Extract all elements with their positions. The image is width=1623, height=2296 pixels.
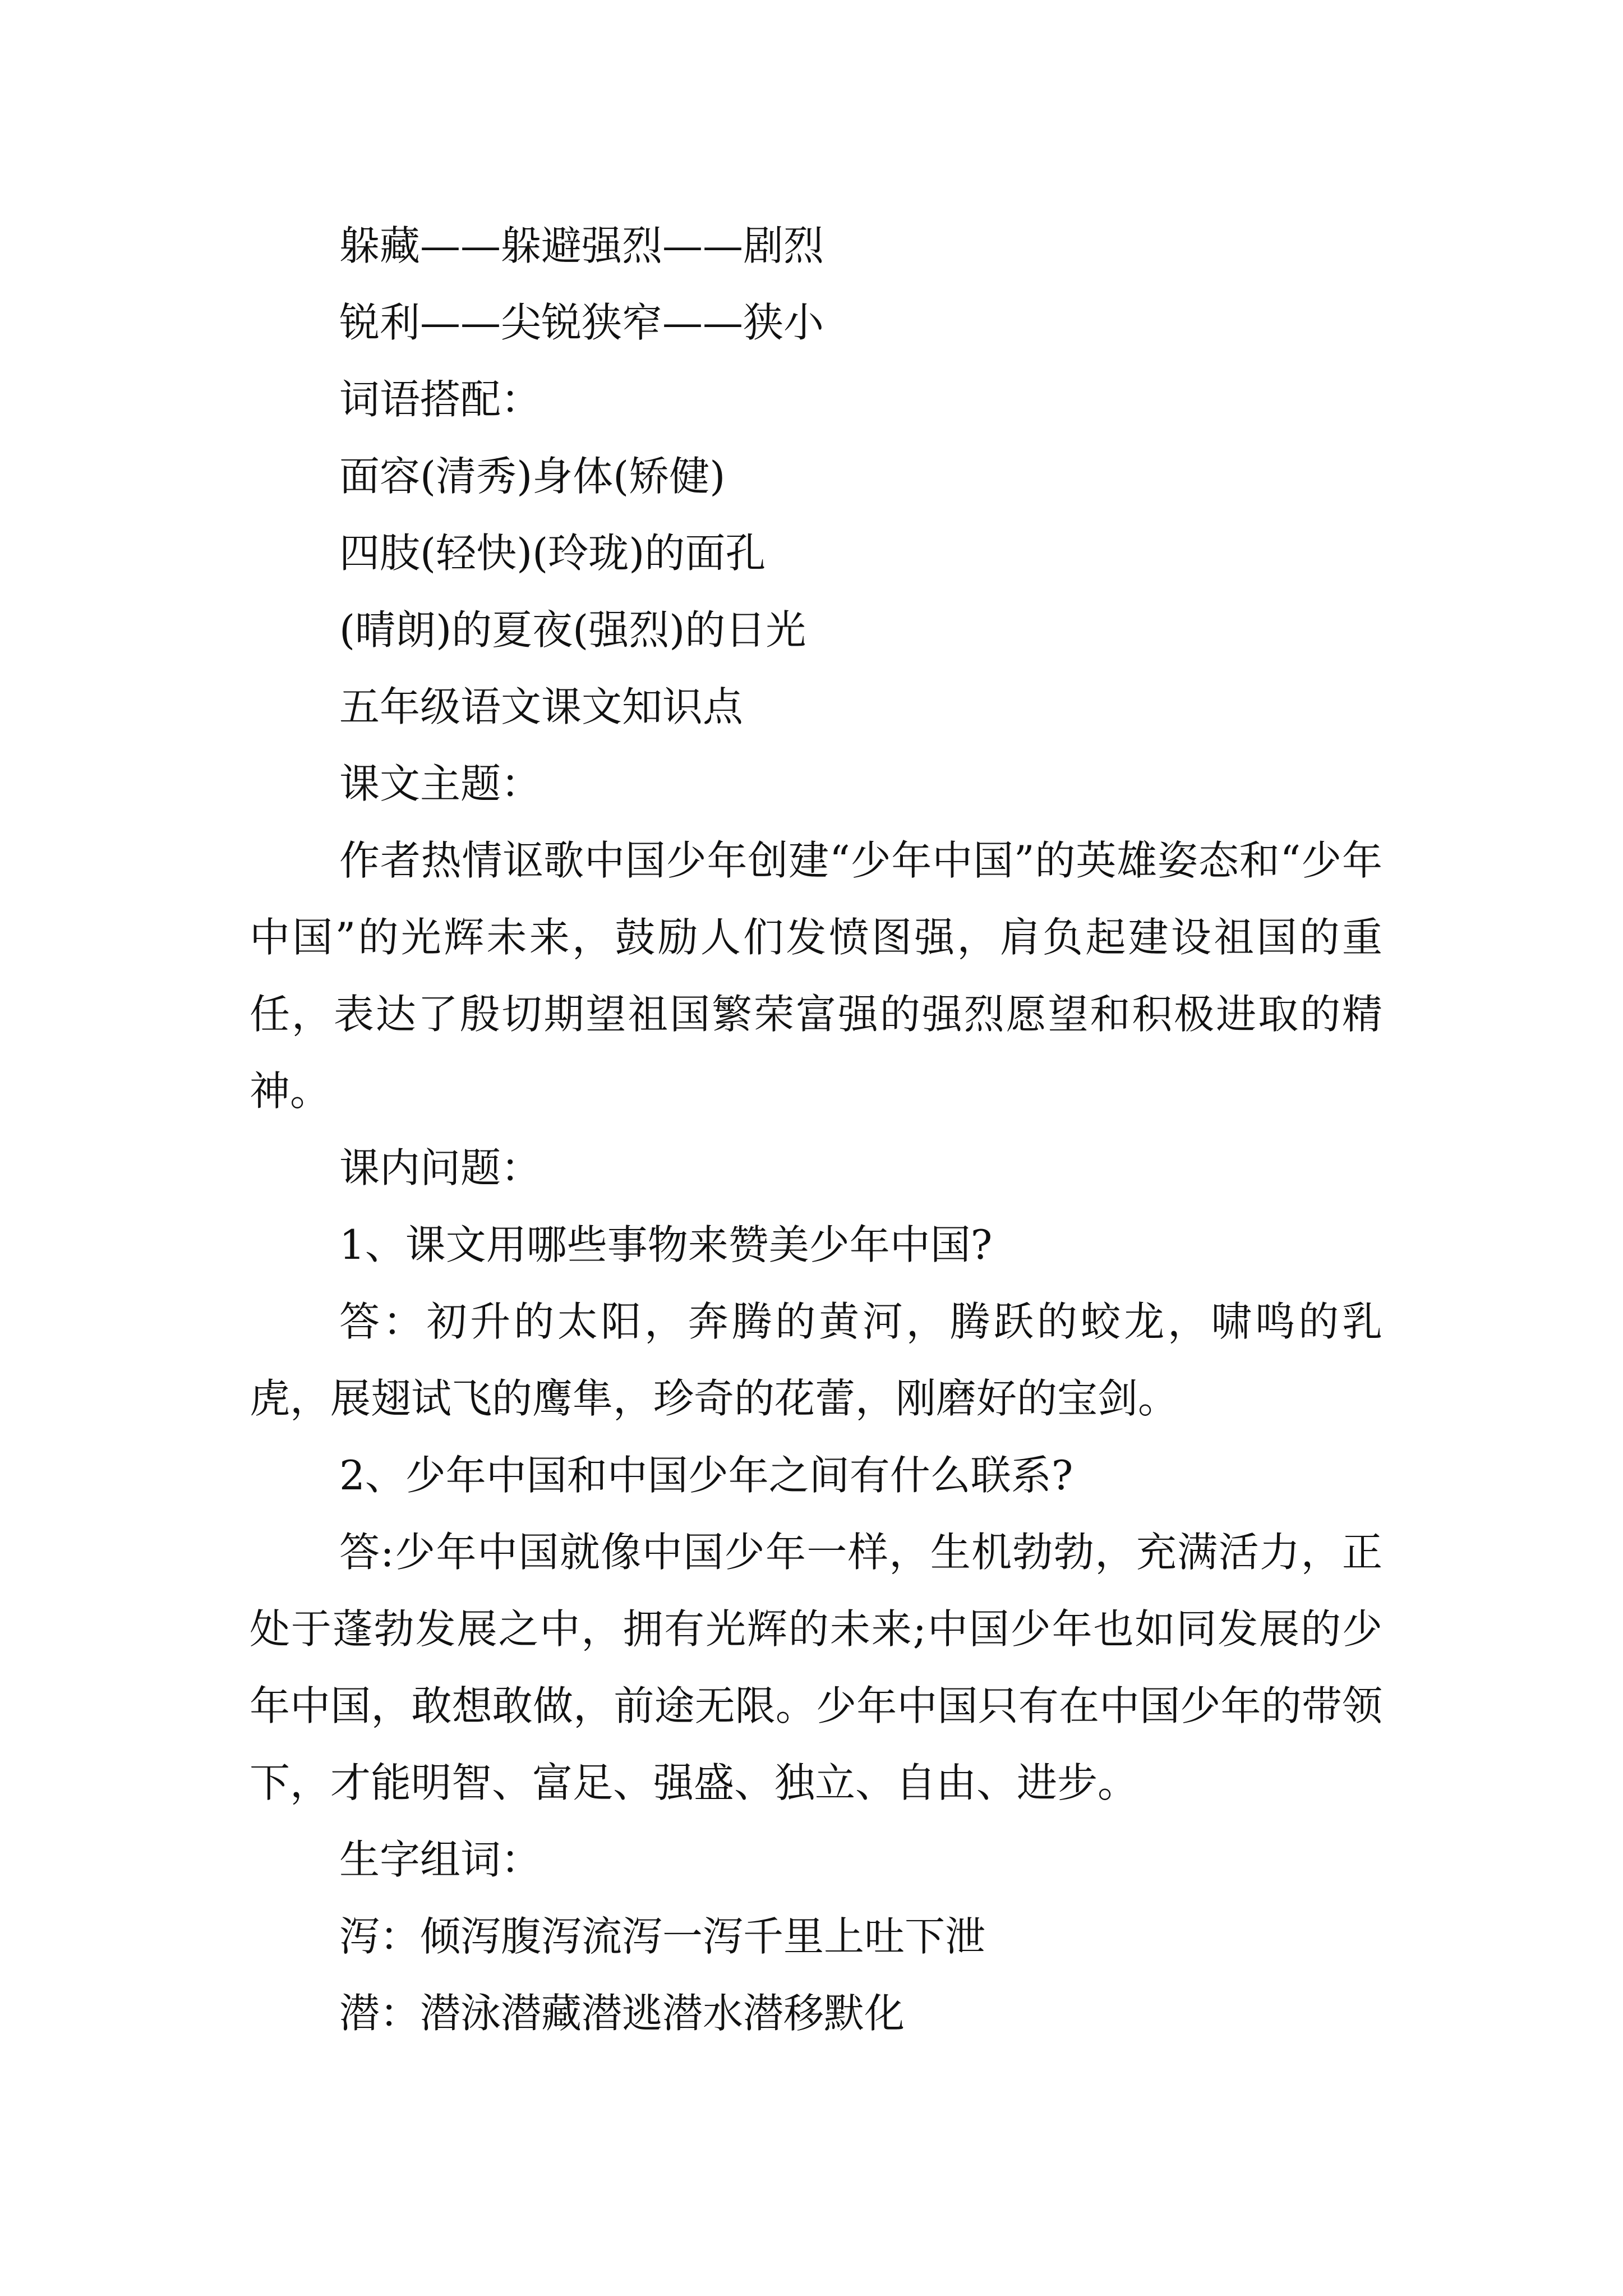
vocabulary-line-2: 潜：潜泳潜藏潜逃潜水潜移默化 (339, 1990, 905, 2037)
synonym-line-1: 躲藏——躲避强烈——剧烈 (339, 222, 824, 269)
section-heading-word-matching: 词语搭配： (339, 376, 542, 423)
synonym-line-2: 锐利——尖锐狭窄——狭小 (339, 299, 824, 346)
answer-2: 答:少年中国就像中国少年一样，生机勃勃，充满活力，正处于蓬勃发展之中，拥有光辉的未来;中国少年也如同发展的少年中国，敢想敢做，前途无限。少年中国只有在中国少年的带领下，才能明智、富足、强盛、独立、自由、进步。 (250, 1529, 1382, 1806)
answer-1: 答：初升的太阳，奔腾的黄河，腾跃的蛟龙，啸鸣的乳虎，展翅试飞的鹰隼，珍奇的花蕾，刚磨好的宝剑。 (250, 1298, 1382, 1422)
word-matching-line-2: 四肢(轻快)(玲珑)的面孔 (339, 530, 766, 577)
vocabulary-line-1: 泻：倾泻腹泻流泻一泻千里上吐下泄 (339, 1913, 986, 1960)
word-matching-line-1: 面容(清秀)身体(矫健) (339, 453, 726, 500)
section-title-knowledge-points: 五年级语文课文知识点 (339, 683, 744, 730)
document-body (250, 208, 1382, 2052)
section-heading-vocabulary: 生字组词： (339, 1836, 542, 1883)
question-2: 2、少年中国和中国少年之间有什么联系? (339, 1452, 1073, 1499)
section-heading-questions: 课内问题： (339, 1144, 542, 1191)
section-heading-theme: 课文主题： (339, 760, 542, 807)
word-matching-line-3: (晴朗)的夏夜(强烈)的日光 (339, 606, 806, 654)
question-1: 1、课文用哪些事物来赞美少年中国? (339, 1221, 993, 1268)
theme-paragraph: 作者热情讴歌中国少年创建“少年中国”的英雄姿态和“少年中国”的光辉未来，鼓励人们发愤图强，肩负起建设祖国的重任，表达了殷切期望祖国繁荣富强的强烈愿望和积极进取的精神。 (250, 837, 1382, 1115)
